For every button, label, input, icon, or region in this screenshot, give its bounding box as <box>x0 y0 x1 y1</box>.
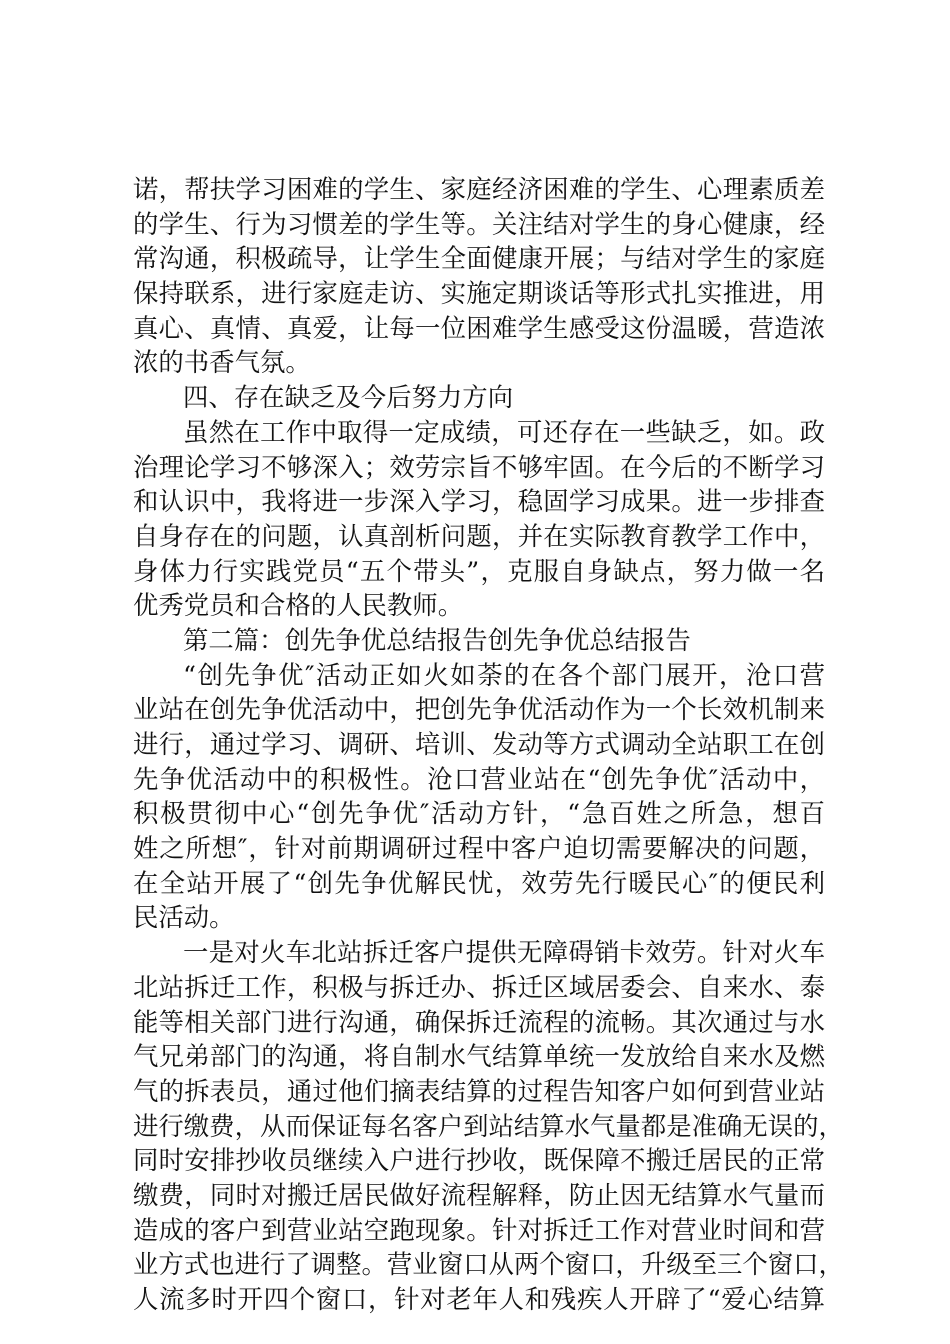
text-line: 业方式也进行了调整。营业窗口从两个窗口，升级至三个窗口， <box>133 1249 844 1280</box>
text-line: 民活动。 <box>133 902 235 933</box>
text-line: 先争优活动中的积极性。沧口营业站在“创先争优″活动中， <box>133 763 825 794</box>
text-line: 一是对火车北站拆迁客户提供无障碍销卡效劳。针对火车 <box>183 937 825 968</box>
text-line: 造成的客户到营业站空跑现象。针对拆迁工作对营业时间和营 <box>133 1214 825 1245</box>
text-line: 在全站开展了“创先争优解民忧，效劳先行暖民心″的便民利 <box>133 867 825 898</box>
text-line: 同时安排抄收员继续入户进行抄收，既保障不搬迁居民的正常 <box>133 1145 825 1176</box>
text-line: 诺，帮扶学习困难的学生、家庭经济困难的学生、心理素质差 <box>133 174 825 204</box>
text-line: 常沟通，积极疏导，让学生全面健康开展；与结对学生的家庭 <box>133 243 825 274</box>
text-line: 进行缴费，从而保证每名客户到站结算水气量都是准确无误的， <box>133 1110 844 1141</box>
text-line: 身体力行实践党员“五个带头”，克服自身缺点，努力做一名 <box>133 555 825 586</box>
text-line: 积极贯彻中心“创先争优″活动方针，“急百姓之所急，想百 <box>133 798 825 829</box>
text-line: 的学生、行为习惯差的学生等。关注结对学生的身心健康，经 <box>133 208 825 239</box>
text-line: 人流多时开四个窗口，针对老年人和残疾人开辟了“爱心结算 <box>133 1284 825 1314</box>
section-heading: 第二篇：创先争优总结报告创先争优总结报告 <box>183 624 691 655</box>
text-line: 和认识中，我将进一步深入学习，稳固学习成果。进一步排查 <box>133 486 825 517</box>
text-line: 北站拆迁工作，积极与拆迁办、拆迁区域居委会、自来水、泰 <box>133 971 825 1002</box>
text-line: 进行，通过学习、调研、培训、发动等方式调动全站职工在创 <box>133 729 825 759</box>
text-line: 气兄弟部门的沟通，将自制水气结算单统一发放给自来水及燃 <box>133 1041 825 1072</box>
text-line: “创先争优″活动正如火如荼的在各个部门展开，沧口营 <box>183 659 825 690</box>
text-line: 优秀党员和合格的人民教师。 <box>133 590 464 621</box>
text-line: 虽然在工作中取得一定成绩，可还存在一些缺乏，如。政 <box>183 416 825 447</box>
text-line: 真心、真情、真爱，让每一位困难学生感受这份温暖，营造浓 <box>133 312 825 343</box>
text-line: 浓的书香气氛。 <box>133 347 311 378</box>
text-line: 缴费，同时对搬迁居民做好流程解释，防止因无结算水气量而 <box>133 1179 825 1210</box>
text-line: 姓之所想″，针对前期调研过程中客户迫切需要解决的问题， <box>133 833 825 864</box>
text-line: 保持联系，进行家庭走访、实施定期谈话等形式扎实推进，用 <box>133 278 825 309</box>
text-line: 自身存在的问题，认真剖析问题，并在实际教育教学工作中， <box>133 520 825 551</box>
text-line: 治理论学习不够深入；效劳宗旨不够牢固。在今后的不断学习 <box>133 451 825 482</box>
section-heading: 四、存在缺乏及今后努力方向 <box>183 382 514 413</box>
text-line: 气的拆表员，通过他们摘表结算的过程告知客户如何到营业站 <box>133 1075 825 1106</box>
text-line: 能等相关部门进行沟通，确保拆迁流程的流畅。其次通过与水 <box>133 1006 825 1037</box>
document-body <box>133 172 844 1317</box>
text-line: 业站在创先争优活动中，把创先争优活动作为一个长效机制来 <box>133 694 825 725</box>
